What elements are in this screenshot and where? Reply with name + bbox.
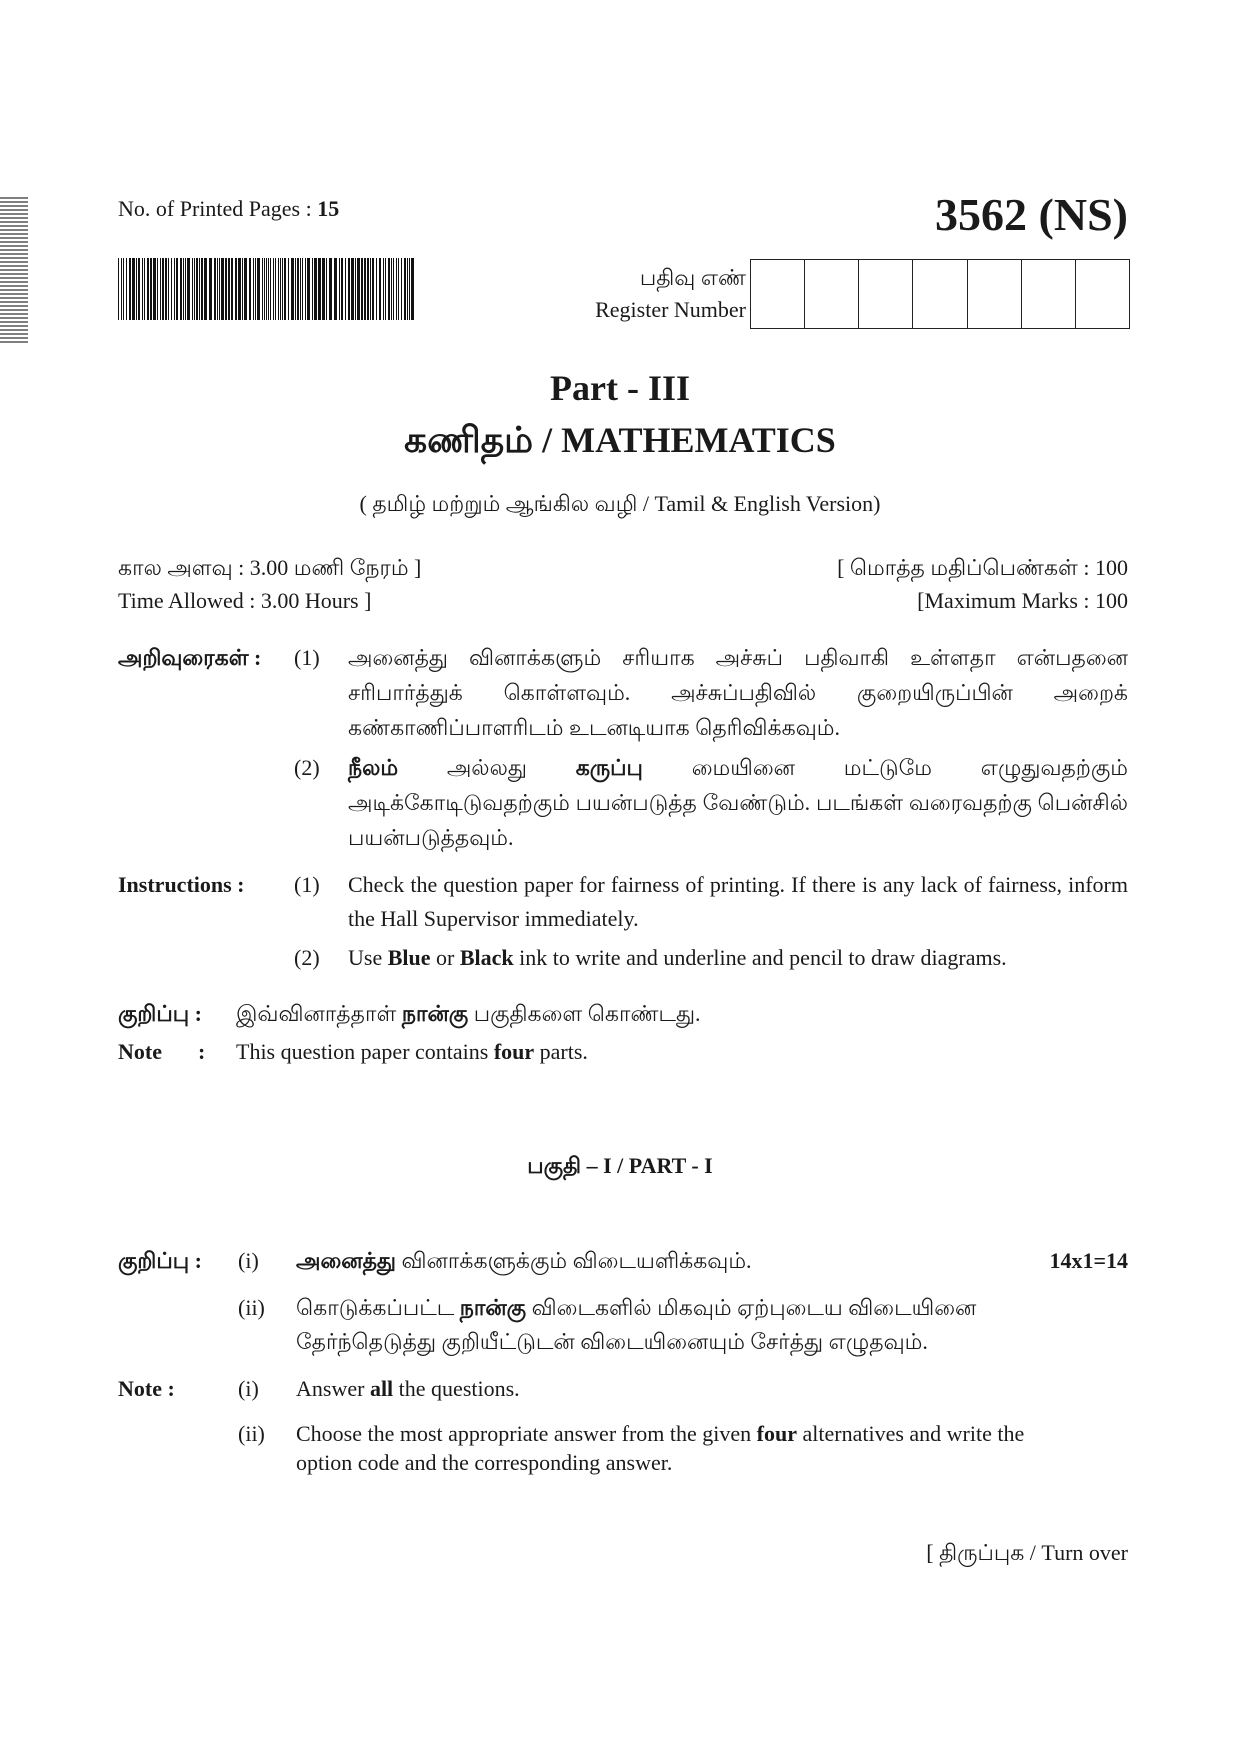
instruction-text: Use Blue or Black ink to write and underline and pencil to draw diagrams. — [348, 945, 1007, 970]
note-english-heading: Note : — [118, 1039, 206, 1064]
instruction-number: (1) — [294, 872, 320, 897]
note-tamil-text: இவ்வினாத்தாள் நான்கு பகுதிகளை கொண்டது. — [236, 1001, 701, 1026]
register-digit-box[interactable] — [913, 260, 967, 328]
note-item-number: (i) — [238, 1248, 259, 1273]
note-item-text: Choose the most appropriate answer from the given four alternatives and write the option code and the corresponding answer. — [296, 1421, 1025, 1475]
note-item-text: Answer all the questions. — [296, 1376, 520, 1401]
register-number-boxes — [750, 259, 1130, 329]
part-one-notes — [118, 1245, 1128, 1477]
instructions-english — [118, 868, 1128, 975]
register-digit-box[interactable] — [751, 260, 805, 328]
instruction-number: (2) — [294, 945, 320, 970]
max-marks-tamil: [ மொத்த மதிப்பெண்கள் : 100 — [837, 555, 1128, 580]
note-english-text: This question paper contains four parts. — [236, 1039, 588, 1064]
instruction-text: அனைத்து வினாக்களும் சரியாக அச்சுப் பதிவாகி உள்ளதா என்பதனை சரிபார்த்துக் கொள்ளவும். அச்சுப்பதிவில் குறையிருப்பின் அறைக் கண்காணிப்பாளரிடம் உடனடியாக தெரிவிக்கவும். — [348, 645, 1128, 740]
register-digit-box[interactable] — [805, 260, 859, 328]
turn-over-label: [ திருப்புக / Turn over — [926, 1540, 1128, 1565]
note-block — [118, 995, 1128, 1071]
part-one-tamil-heading: குறிப்பு : — [118, 1248, 202, 1273]
instruction-number: (1) — [294, 645, 320, 670]
register-label-tamil: பதிவு எண் — [639, 265, 746, 290]
instruction-text: நீலம் அல்லது கருப்பு மையினை மட்டுமே எழுதுவதற்கும் அடிக்கோடிடுவதற்கும் பயன்படுத்த வேண்டும். படங்கள் வரைவதற்கு பென்சில் பயன்படுத்தவும். — [348, 755, 1128, 850]
instructions-english-heading: Instructions : — [118, 872, 245, 897]
barcode — [118, 258, 416, 320]
max-marks-english: [Maximum Marks : 100 — [917, 588, 1128, 613]
register-digit-box[interactable] — [968, 260, 1022, 328]
register-digit-box[interactable] — [859, 260, 913, 328]
instructions-tamil — [118, 640, 1128, 855]
time-allowed-english: Time Allowed : 3.00 Hours ] — [118, 588, 372, 613]
paper-code: 3562 (NS) — [935, 189, 1128, 240]
time-allowed-tamil: கால அளவு : 3.00 மணி நேரம் ] — [118, 555, 422, 580]
register-digit-box[interactable] — [1076, 260, 1129, 328]
register-number-label — [520, 262, 746, 326]
note-item-text: கொடுக்கப்பட்ட நான்கு விடைகளில் மிகவும் ஏற்புடைய விடையினை தேர்ந்தெடுத்து குறியீட்டுடன் விடையினையும் சேர்த்து எழுதவும். — [296, 1295, 977, 1354]
part-one-heading: பகுதி – I / PART - I — [527, 1153, 713, 1178]
note-item-number: (ii) — [238, 1295, 265, 1320]
note-item-number: (i) — [238, 1376, 259, 1401]
note-item-number: (ii) — [238, 1421, 265, 1446]
instructions-tamil-heading: அறிவுரைகள் : — [118, 645, 262, 670]
version-line: ( தமிழ் மற்றும் ஆங்கில வழி / Tamil & English Version) — [359, 491, 881, 516]
marks-formula: 14x1=14 — [1049, 1248, 1128, 1273]
edge-tick-marks — [0, 197, 30, 345]
part-title: Part - III — [550, 368, 690, 408]
register-digit-box[interactable] — [1022, 260, 1076, 328]
part-one-english-heading: Note : — [118, 1376, 175, 1401]
note-item-text: அனைத்து வினாக்களுக்கும் விடையளிக்கவும். — [296, 1248, 752, 1273]
printed-pages-count: No. of Printed Pages : 15 — [118, 196, 340, 221]
instruction-text: Check the question paper for fairness of printing. If there is any lack of fairness, inform the Hall Supervisor immediately. — [348, 872, 1128, 931]
subject-title: கணிதம் / MATHEMATICS — [404, 420, 836, 460]
note-tamil-heading: குறிப்பு : — [118, 1001, 202, 1026]
register-label-english: Register Number — [595, 297, 746, 322]
instruction-number: (2) — [294, 755, 320, 780]
